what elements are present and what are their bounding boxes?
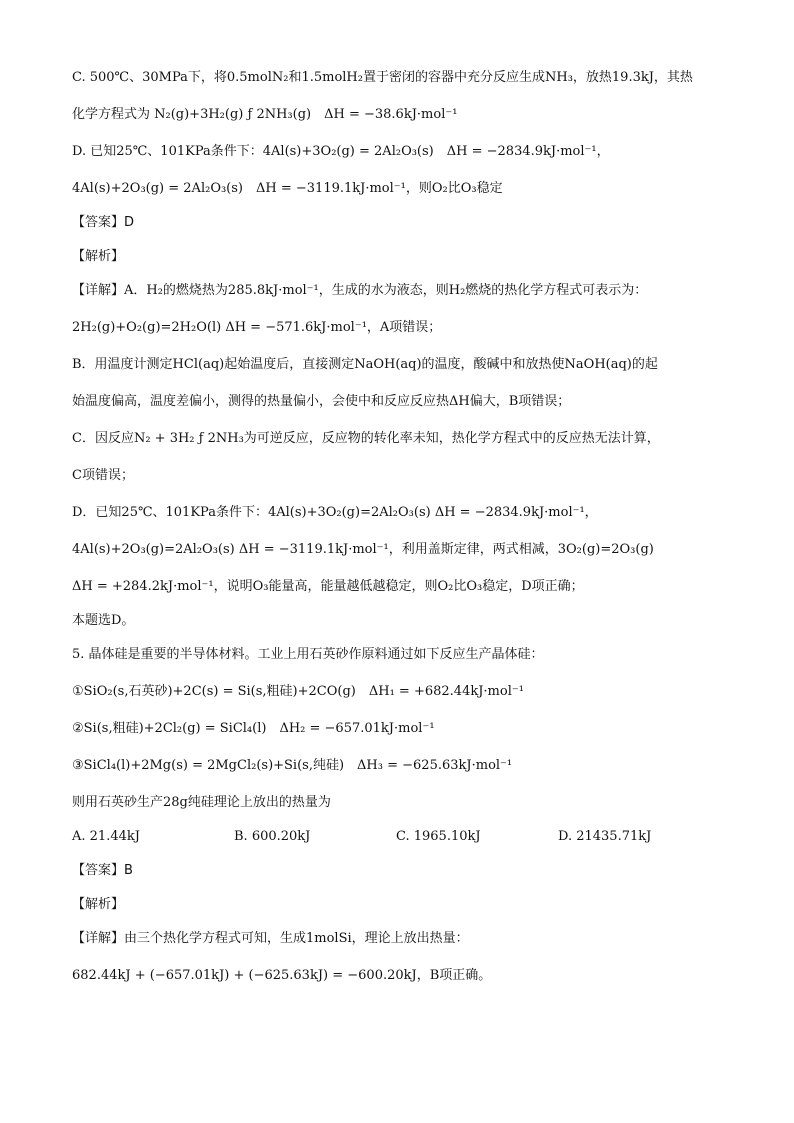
option-c-line-1: C. 500℃、30MPa下，将0.5molN₂和1.5molH₂置于密闭的容器中充分反应生成NH₃，放热19.3kJ，其热 bbox=[72, 70, 693, 85]
question-5-prompt: 则用石英砂生产28g纯硅理论上放出的热量为 bbox=[72, 795, 331, 810]
detail-d-line-2: 4Al(s)+2O₃(g)=2Al₂O₃(s) ΔH = −3119.1kJ·mol⁻¹，利用盖斯定律，两式相减，3O₂(g)=2O₃(g) bbox=[72, 542, 654, 557]
answer-label: 【答案】D bbox=[72, 215, 135, 230]
option-a: A. 21.44kJ bbox=[72, 829, 140, 844]
option-d-line-2: 4Al(s)+2O₃(g) = 2Al₂O₃(s) ΔH = −3119.1kJ·mol⁻¹，则O₂比O₃稳定 bbox=[72, 181, 503, 196]
detail-d-line-3: ΔH = +284.2kJ·mol⁻¹，说明O₃能量高，能量越低越稳定，则O₂比O₃稳定，D项正确； bbox=[72, 579, 584, 594]
detail-5-line-2: 682.44kJ + (−657.01kJ) + (−625.63kJ) = −600.20kJ，B项正确。 bbox=[72, 968, 492, 983]
detail-b-line-2: 始温度偏高，温度差偏小，测得的热量偏小，会使中和反应反应热ΔH偏大，B项错误； bbox=[72, 394, 571, 409]
detail-5-line-1: 【详解】由三个热化学方程式可知，生成1molSi，理论上放出热量： bbox=[72, 931, 469, 946]
detail-b-line-1: B．用温度计测定HCl(aq)起始温度后，直接测定NaOH(aq)的温度，酸碱中和放热使NaOH(aq)的起 bbox=[72, 357, 658, 372]
conclusion-line: 本题选D。 bbox=[72, 613, 135, 628]
detail-c-line-1: C．因反应N₂ + 3H₂ ƒ 2NH₃为可逆反应，反应物的转化率未知，热化学方程式中的反应热无法计算， bbox=[72, 431, 660, 446]
option-c-line-2: 化学方程式为 N₂(g)+3H₂(g) ƒ 2NH₃(g) ΔH = −38.6kJ·mol⁻¹ bbox=[72, 107, 458, 122]
option-d-line-1: D. 已知25℃、101KPa条件下：4Al(s)+3O₂(g) = 2Al₂O₃(s) ΔH = −2834.9kJ·mol⁻¹， bbox=[72, 144, 610, 159]
reaction-3: ③SiCl₄(l)+2Mg(s) = 2MgCl₂(s)+Si(s,纯硅) ΔH₃ = −625.63kJ·mol⁻¹ bbox=[72, 758, 513, 773]
reaction-2: ②Si(s,粗硅)+2Cl₂(g) = SiCl₄(l) ΔH₂ = −657.01kJ·mol⁻¹ bbox=[72, 721, 435, 736]
option-d: D. 21435.71kJ bbox=[558, 829, 652, 844]
document-page bbox=[72, 68, 722, 986]
option-b: B. 600.20kJ bbox=[234, 829, 311, 844]
answer-label-5: 【答案】B bbox=[72, 863, 133, 878]
analysis-label-5: 【解析】 bbox=[72, 897, 125, 912]
option-c: C. 1965.10kJ bbox=[396, 829, 481, 844]
analysis-label: 【解析】 bbox=[72, 249, 125, 264]
detail-a-line-2: 2H₂(g)+O₂(g)=2H₂O(l) ΔH = −571.6kJ·mol⁻¹，A项错误； bbox=[72, 320, 442, 335]
answer-options bbox=[72, 827, 722, 847]
detail-d-line-1: D．已知25℃、101KPa条件下：4Al(s)+3O₂(g)=2Al₂O₃(s) ΔH = −2834.9kJ·mol⁻¹， bbox=[72, 505, 598, 520]
reaction-1: ①SiO₂(s,石英砂)+2C(s) = Si(s,粗硅)+2CO(g) ΔH₁ = +682.44kJ·mol⁻¹ bbox=[72, 684, 524, 699]
detail-c-line-2: C项错误； bbox=[72, 468, 134, 483]
question-5-stem: 5. 晶体硅是重要的半导体材料。工业上用石英砂作原料通过如下反应生产晶体硅： bbox=[72, 647, 544, 662]
detail-a-line-1: 【详解】A．H₂的燃烧热为285.8kJ·mol⁻¹，生成的水为液态，则H₂燃烧的热化学方程式可表示为： bbox=[72, 283, 648, 298]
